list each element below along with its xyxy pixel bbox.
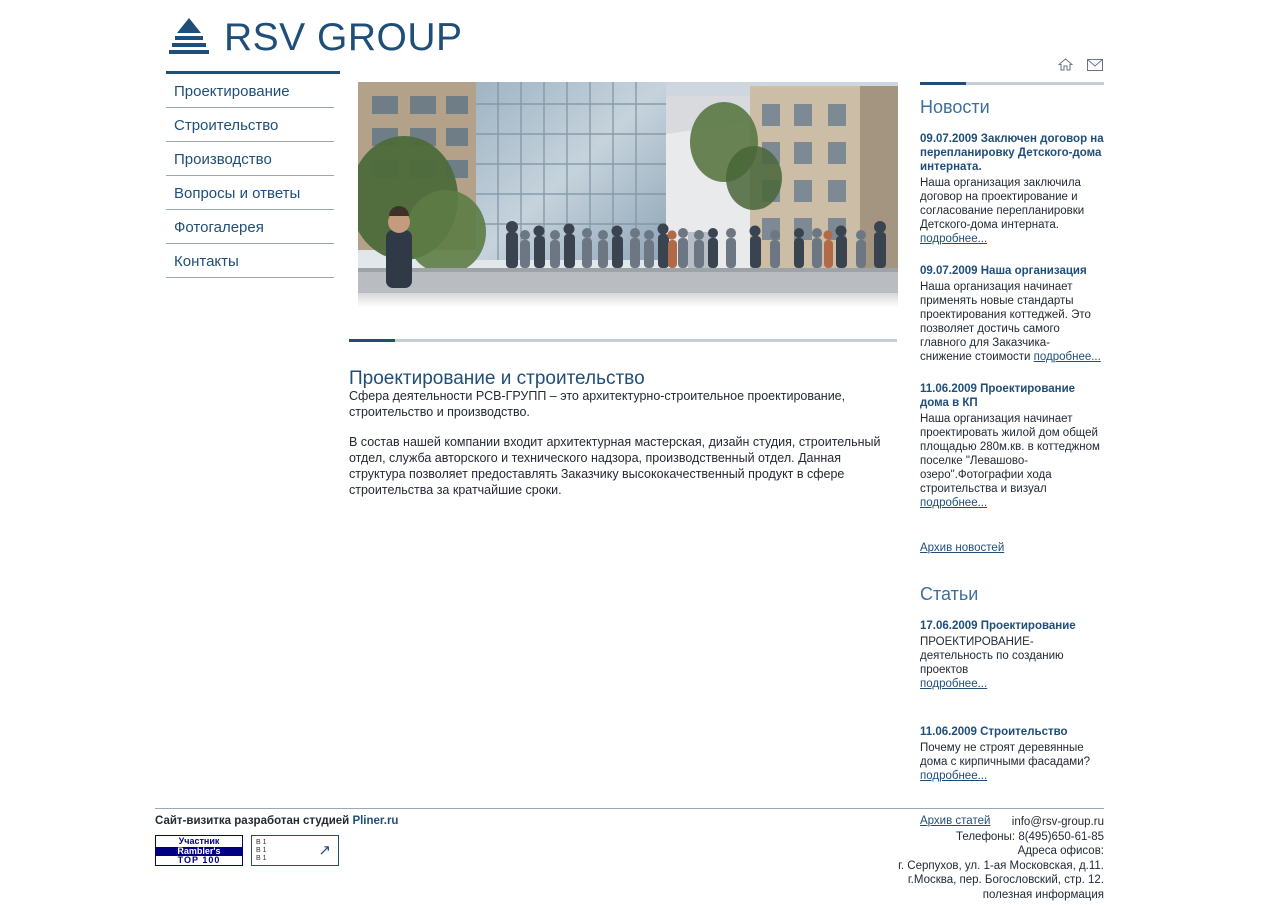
article-body: ПРОЕКТИРОВАНИЕ- деятельность по созданию проектов bbox=[920, 636, 1064, 676]
news-text bbox=[920, 176, 1104, 246]
news-title[interactable]: 09.07.2009 Заключен договор на перепланировку Детского-дома интерната. bbox=[920, 133, 1104, 173]
articles-archive-link[interactable]: Архив статей bbox=[920, 815, 991, 827]
page-title: Проектирование и строительство bbox=[349, 367, 645, 389]
contact-offices-label: Адреса офисов: bbox=[1017, 845, 1104, 857]
sidebar-item-construction[interactable]: Строительство bbox=[166, 108, 334, 142]
sidebar-item-faq[interactable]: Вопросы и ответы bbox=[166, 176, 334, 210]
site-header bbox=[0, 0, 1263, 72]
article-title[interactable]: 11.06.2009 Строительство bbox=[920, 726, 1068, 738]
news-archive-link[interactable]: Архив новостей bbox=[920, 542, 1005, 554]
rambler-line-2: Rambler's bbox=[156, 847, 242, 857]
footer-counters bbox=[155, 835, 655, 866]
header-icons bbox=[1058, 58, 1103, 71]
right-column bbox=[920, 82, 1104, 829]
home-icon[interactable] bbox=[1058, 58, 1073, 71]
content-rule-accent bbox=[349, 339, 395, 342]
main-nav bbox=[166, 74, 334, 278]
footer-left bbox=[155, 815, 655, 866]
contact-email: info@rsv-group.ru bbox=[1011, 816, 1104, 828]
visit-counter-badge[interactable] bbox=[251, 835, 339, 866]
list-item bbox=[920, 382, 1104, 510]
article-more-link[interactable]: подробнее... bbox=[920, 770, 988, 782]
article-text bbox=[920, 741, 1104, 783]
logo[interactable] bbox=[166, 16, 463, 60]
articles-heading: Статьи bbox=[920, 584, 979, 604]
contact-address-1: г. Серпухов, ул. 1-ая Московская, д.11. bbox=[898, 859, 1104, 872]
rambler-line-1: Участник bbox=[178, 836, 220, 846]
news-title[interactable]: 11.06.2009 Проектирование дома в КП bbox=[920, 383, 1076, 409]
contact-useful-info: полезная информация bbox=[982, 888, 1104, 901]
contact-address-2: г.Москва, пер. Богословский, стр. 12. bbox=[907, 874, 1104, 886]
article-text bbox=[920, 635, 1104, 691]
news-body: Наша организация заключила договор на проектирование и согласование перепланировки Детского-дома интерната. bbox=[920, 177, 1085, 231]
news-heading: Новости bbox=[920, 97, 990, 117]
hero-image bbox=[358, 82, 898, 293]
body-paragraph-1: Сфера деятельности РСВ-ГРУПП – это архитектурно-строительное проектирование, строительство и производство. bbox=[349, 389, 846, 419]
news-text bbox=[920, 412, 1104, 510]
footer-divider bbox=[155, 808, 1104, 809]
list-item bbox=[920, 725, 1104, 783]
sidebar-item-design[interactable]: Проектирование bbox=[166, 74, 334, 108]
sidebar-item-contacts[interactable]: Контакты bbox=[166, 244, 334, 278]
list-item bbox=[920, 264, 1104, 364]
footer-credit bbox=[155, 815, 655, 827]
article-body: Почему не строят деревянные дома с кирпичными фасадами? bbox=[920, 742, 1091, 768]
news-more-link[interactable]: подробнее... bbox=[1033, 351, 1101, 363]
news-rule bbox=[920, 82, 1104, 85]
body-paragraph-2: В состав нашей компании входит архитектурная мастерская, дизайн студия, строительный отдел, служба авторского и технического надзора, производственный отдел. Данная структура позволяет предоставлять Заказчику высококачественный продукт в сфере строительства за кратчайшие сроки. bbox=[349, 435, 881, 497]
list-item bbox=[920, 619, 1104, 691]
logo-text: RSV GROUP bbox=[224, 16, 463, 59]
sidebar-item-production[interactable]: Производство bbox=[166, 142, 334, 176]
arrow-up-right-icon: ↗ bbox=[318, 842, 331, 859]
mail-icon[interactable] bbox=[1087, 59, 1103, 71]
counter-ticks: В 1 В 1 В 1 bbox=[256, 839, 267, 862]
rambler-line-3: TOP 100 bbox=[177, 855, 221, 865]
hero-shadow bbox=[358, 293, 898, 307]
news-title[interactable]: 09.07.2009 Наша организация bbox=[920, 265, 1087, 277]
footer-contacts bbox=[898, 815, 1104, 902]
list-item bbox=[920, 132, 1104, 246]
news-text bbox=[920, 280, 1104, 364]
triangle-stack-logo-icon bbox=[166, 16, 212, 60]
news-more-link[interactable]: подробнее... bbox=[920, 233, 988, 245]
article-more-link[interactable]: подробнее... bbox=[920, 678, 988, 690]
article-title[interactable]: 17.06.2009 Проектирование bbox=[920, 620, 1076, 632]
sidebar-item-gallery[interactable]: Фотогалерея bbox=[166, 210, 334, 244]
footer-credit-text: Сайт-визитка разработан студией bbox=[155, 815, 353, 827]
news-more-link[interactable]: подробнее... bbox=[920, 497, 988, 509]
news-body: Наша организация начинает проектировать жилой дом общей площадью 280м.кв. в коттеджном поселке "Левашово-озеро".Фотографии хода строительства и визуал bbox=[920, 413, 1100, 495]
page-body bbox=[349, 388, 895, 512]
rambler-top100-badge[interactable] bbox=[155, 835, 243, 866]
footer-credit-link[interactable]: Pliner.ru bbox=[352, 815, 399, 827]
contact-phone: Телефоны: 8(495)650-61-85 bbox=[955, 830, 1104, 843]
content-rule bbox=[349, 339, 897, 342]
news-body: Наша организация начинает применять новые стандарты проектирования коттеджей. Это позволяет достичь самого главного для Заказчика- снижение стоимости bbox=[920, 281, 1091, 363]
